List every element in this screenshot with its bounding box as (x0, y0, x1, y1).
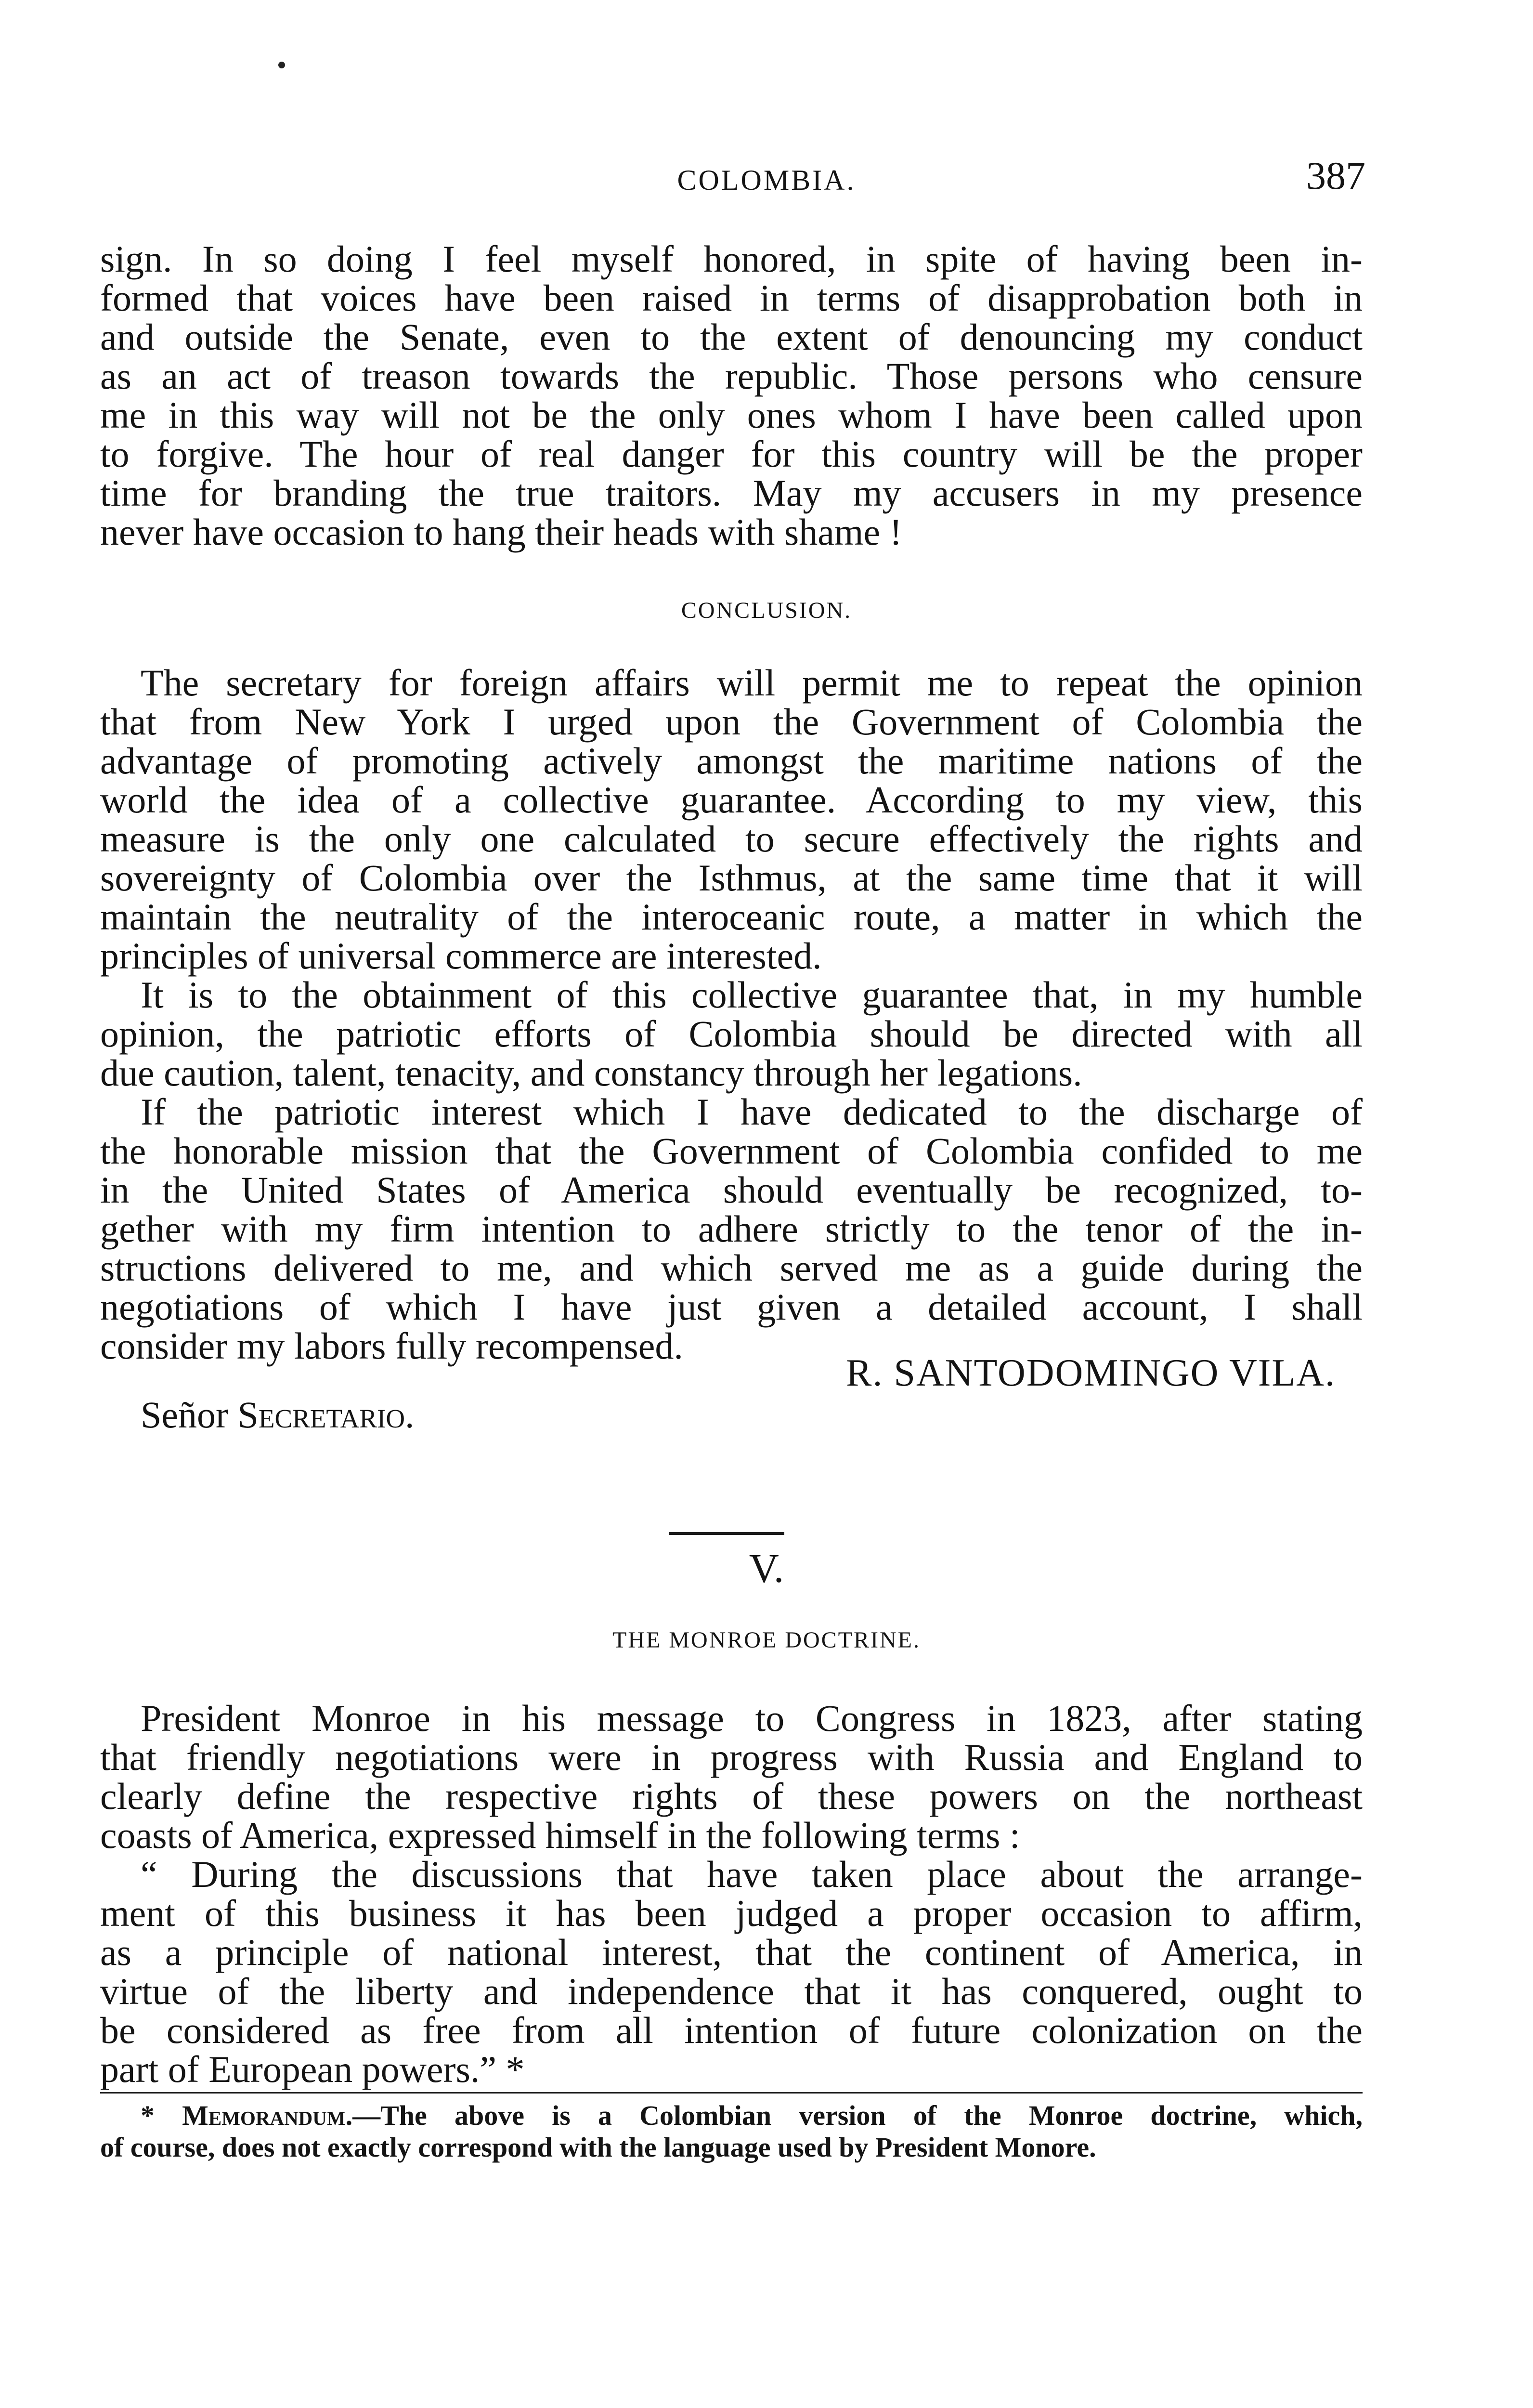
text-line: President Monroe in his message to Congress in 1823, after stating (141, 1697, 1363, 1739)
conclusion-paragraph-1 (100, 663, 1363, 975)
text-line: negotiations of which I have just given a detailed account, I shall (100, 1286, 1363, 1328)
text-line: gether with my firm intention to adhere strictly to the tenor of the in- (100, 1208, 1363, 1250)
text-line: clearly define the respective rights of these powers on the northeast (100, 1775, 1363, 1817)
section-number: V. (749, 1545, 784, 1591)
footnote-label: Memorandum. (182, 2100, 353, 2131)
text-line: part of European powers.” * (100, 2048, 525, 2090)
text-line: as a principle of national interest, that the continent of America, in (100, 1931, 1363, 1973)
text-line: sign. In so doing I feel myself honored, in spite of having been in- (100, 238, 1363, 280)
text-line: due caution, talent, tenacity, and constancy through her legations. (100, 1052, 1082, 1094)
ink-speck (278, 62, 285, 68)
conclusion-heading: CONCLUSION. (681, 598, 852, 623)
text-line: If the patriotic interest which I have dedicated to the discharge of (141, 1091, 1363, 1133)
footnote-divider (100, 2092, 1363, 2094)
running-header-title: COLOMBIA. (677, 164, 856, 196)
text-line: advantage of promoting actively amongst the maritime nations of the (100, 740, 1363, 782)
text-line: never have occasion to hang their heads with shame ! (100, 511, 902, 553)
footnote-text: —The above is a Colombian version of the Monroe doctrine, which, (352, 2100, 1363, 2131)
text-line: principles of universal commerce are interested. (100, 935, 822, 977)
footnote (100, 2100, 1363, 2163)
text-line: as an act of treason towards the republic. Those persons who censure (100, 355, 1363, 397)
text-line: and outside the Senate, even to the extent of denouncing my conduct (100, 316, 1363, 358)
text-line: consider my labors fully recompensed. (100, 1325, 683, 1367)
conclusion-paragraph-2 (100, 975, 1363, 1092)
signature: R. SANTODOMINGO VILA. (846, 1352, 1336, 1394)
text-line: that friendly negotiations were in progress with Russia and England to (100, 1736, 1363, 1778)
conclusion-paragraph-3 (100, 1092, 1363, 1365)
salutation-prefix: Señor (141, 1394, 238, 1436)
text-line: It is to the obtainment of this collective guarantee that, in my humble (141, 974, 1363, 1016)
monroe-paragraph-1 (100, 1699, 1363, 1855)
text-line: world the idea of a collective guarantee. According to my view, this (100, 779, 1363, 821)
text-line: formed that voices have been raised in terms of disapprobation both in (100, 277, 1363, 319)
continued-paragraph (100, 239, 1363, 551)
text-line: structions delivered to me, and which served me as a guide during the (100, 1247, 1363, 1289)
text-line: sovereignty of Colombia over the Isthmus, at the same time that it will (100, 857, 1363, 899)
salutation (141, 1393, 415, 1437)
section-title: THE MONROE DOCTRINE. (612, 1627, 921, 1653)
text-line: the honorable mission that the Government of Colombia confided to me (100, 1130, 1363, 1172)
text-line: coasts of America, expressed himself in the following terms : (100, 1814, 1020, 1856)
section-divider (669, 1532, 784, 1535)
text-line: “ During the discussions that have taken place about the arrange- (141, 1853, 1363, 1895)
page-number: 387 (1306, 154, 1365, 197)
text-line: time for branding the true traitors. May my accusers in my presence (100, 472, 1363, 514)
text-line: The secretary for foreign affairs will permit me to repeat the opinion (141, 662, 1363, 704)
text-line: to forgive. The hour of real danger for this country will be the proper (100, 433, 1363, 475)
text-line: that from New York I urged upon the Government of Colombia the (100, 701, 1363, 743)
footnote-line: of course, does not exactly correspond with the language used by President Monore. (100, 2132, 1096, 2163)
text-line: in the United States of America should eventually be recognized, to- (100, 1169, 1363, 1211)
text-line: virtue of the liberty and independence that it has conquered, ought to (100, 1970, 1363, 2012)
text-line: maintain the neutrality of the interoceanic route, a matter in which the (100, 896, 1363, 938)
footnote-line (100, 2100, 1363, 2132)
monroe-quote-paragraph (100, 1855, 1363, 2089)
text-line: measure is the only one calculated to secure effectively the rights and (100, 818, 1363, 860)
text-line: opinion, the patriotic efforts of Colombia should be directed with all (100, 1013, 1363, 1055)
salutation-name: Secretario. (237, 1394, 415, 1436)
text-line: me in this way will not be the only ones whom I have been called upon (100, 394, 1363, 436)
text-line: be considered as free from all intention of future colonization on the (100, 2009, 1363, 2051)
text-line: ment of this business it has been judged a proper occasion to affirm, (100, 1892, 1363, 1934)
footnote-marker: * (141, 2100, 182, 2131)
